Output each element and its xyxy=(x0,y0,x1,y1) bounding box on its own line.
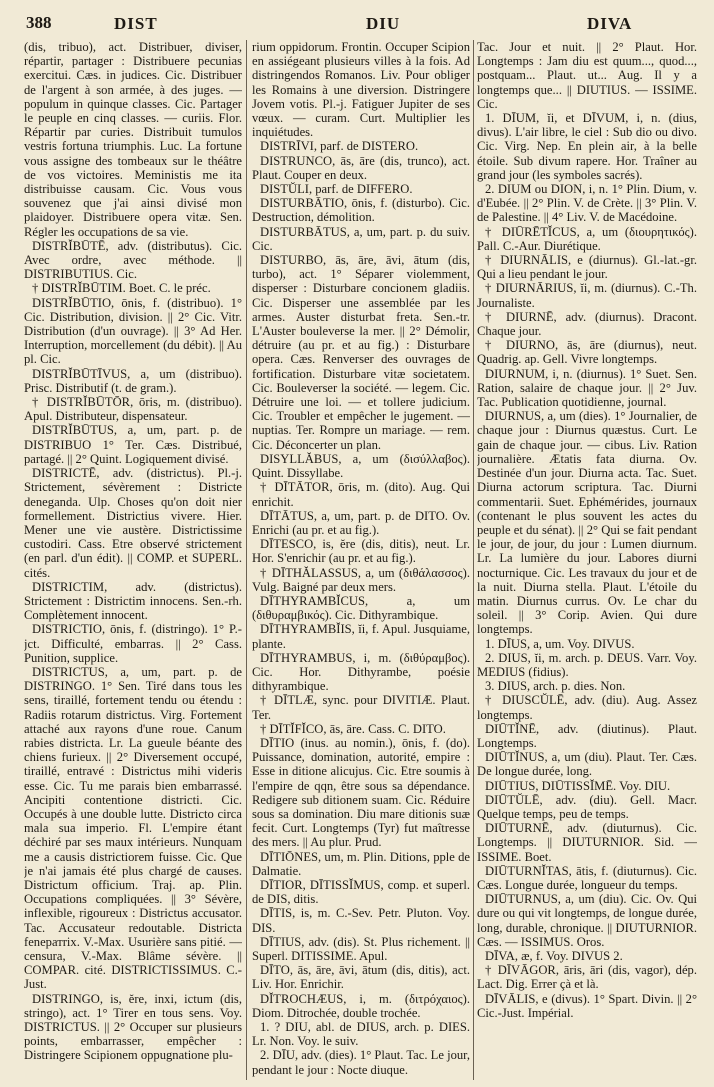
dictionary-entry: Tac. Jour et nuit. || 2° Plaut. Hor. Longtemps : Jam diu est quum..., quod..., postquam... Plaut. ut... Aug. Il y a longtemps que... || DIUTIUS. — ISSIME. Cic. xyxy=(477,40,697,111)
dictionary-entry: DISTURBĀTUS, a, um, part. p. du suiv. Cic. xyxy=(252,224,470,253)
dictionary-entry: DĪTIOR, DĪTISSĬMUS, comp. et superl. de DIS, ditis. xyxy=(252,877,470,907)
dictionary-entry: DIURNUM, i, n. (diurnus). 1° Suet. Sen. Ration, salaire de chaque jour. || 2° Juv. Tac. Publication quotidienne, journal. xyxy=(477,366,697,410)
dictionary-entry: 2. DIUM ou DION, i, n. 1° Plin. Dium, v. d'Eubée. || 2° Plin. V. de Crète. || 3° Plin. V. de Palestine. || 4° Liv. V. de Macédoine. xyxy=(477,182,697,225)
dictionary-entry: DISYLLĂBUS, a, um (δισύλλαβος). Quint. Dissyllabe. xyxy=(252,451,470,481)
dictionary-entry: † DĪTĀTOR, ōris, m. (dito). Aug. Qui enrichit. xyxy=(252,480,470,509)
dictionary-entry: † DISTRĬBŪTIM. Boet. C. le préc. xyxy=(32,281,211,296)
dictionary-entry: DĪTIS, is, m. C.-Sev. Petr. Pluton. Voy. DIS. xyxy=(252,906,470,935)
dictionary-entry: DĪTĀTUS, a, um, part. p. de DITO. Ov. Enrichi (au pr. et au fig.). xyxy=(252,508,470,537)
dictionary-entry: DIŪTURNĬTAS, ātis, f. (diuturnus). Cic. Cæs. Longue durée, longueur du temps. xyxy=(477,863,697,892)
dictionary-entry: DĪTHYRAMBĬIS, ĭi, f. Apul. Jusquiame, plante. xyxy=(252,622,470,651)
dictionary-entry: DISTRICTIM, adv. (districtus). Strictement : Districtim innocens. Sen.-rh. Complètement innocent. xyxy=(24,579,242,623)
dictionary-entry: † DĪTĬFĬCO, ās, āre. Cass. C. DITO. xyxy=(260,721,446,736)
page-header xyxy=(22,10,704,38)
dictionary-entry: DĪTIUS, adv. (dis). St. Plus richement. || Superl. DITISSIME. Apul. xyxy=(252,934,470,963)
dictionary-entry: DISTRĬBŪTIO, ōnis, f. (distribuo). 1° Cic. Distribution, division. || 2° Cic. Vitr. Distribution (d'un ouvrage). || 3° Ad Her. Interruption, morcellement (du débit). || Au pl. Cic. xyxy=(24,295,242,367)
text-column-right xyxy=(477,40,697,1080)
dictionary-entry: DIŪTĬNĒ, adv. (diutinus). Plaut. Longtemps. xyxy=(477,721,697,750)
dictionary-entry: DĪTHYRAMBĬCUS, a, um (διθυραμβικός). Cic. Dithyrambique. xyxy=(252,593,470,623)
dictionary-entry: DIURNUS, a, um (dies). 1° Journalier, de chaque jour : Diurnus quæstus. Curt. Le gain de chaque jour. — cibus. Liv. Ration journalière. Ætatis fata diurna. Ov. Destinée d'un jour. Diurna acta. Tac. Suet. Diurna actorum scriptura. Tac. Diurni commentarii. Suet. Ephémérides, journaux (contenant le plus souvent les actes du peuple et du sénat). || 2° Qui se fait pendant le jour, de jour, du jour : Lumen diurnum. Lr. La lumière du jour. Labores diurni nocturnique. Cic. Les travaux du jour et de la nuit. Diurna stella. Plaut. L'étoile du matin. Diurnus currus. Ov. Le char du soleil. || 3° Corip. Avien. Qui dure longtemps. xyxy=(477,409,697,637)
dictionary-entry: 3. DIUS, arch. p. dies. Non. xyxy=(485,679,626,694)
dictionary-entry: DISTRĬBŪTĒ, adv. (distributus). Cic. Avec ordre, avec méthode. || DISTRIBUTIUS. Cic. xyxy=(24,238,242,282)
dictionary-entry: DĪTESCO, is, ĕre (dis, ditis), neut. Lr. Hor. S'enrichir (au pr. et au fig.). xyxy=(252,537,470,566)
dictionary-entry: † DĪVĀGOR, āris, āri (dis, vagor), dép. Lact. Dig. Errer çà et là. xyxy=(477,963,697,992)
dictionary-entry: † DĪTHĂLASSUS, a, um (διθάλασσος). Vulg. Baigné par deux mers. xyxy=(252,565,470,594)
dictionary-entry: † DIUSCŬLĒ, adv. (diu). Aug. Assez longtemps. xyxy=(477,693,697,722)
dictionary-entry: † DĪTLÆ, sync. pour DIVITIÆ. Plaut. Ter. xyxy=(252,693,470,722)
dictionary-entry: DIŪTŬLĒ, adv. (diu). Gell. Macr. Quelque temps, peu de temps. xyxy=(477,792,697,821)
dictionary-entry: DĪTO, ās, āre, āvi, ātum (dis, ditis), act. Liv. Hor. Enrichir. xyxy=(252,963,470,992)
dictionary-entry: DĪTHYRAMBUS, i, m. (διθύραμβος). Cic. Hor. Dithyrambe, poésie dithyrambique. xyxy=(252,650,470,694)
dictionary-entry: † DIURNO, ās, āre (diurnus), neut. Quadrig. ap. Gell. Vivre longtemps. xyxy=(477,338,697,367)
dictionary-entry: † DIŪRĒTĬCUS, a, um (διουρητικός). Pall. C.-Aur. Diurétique. xyxy=(477,224,697,253)
dictionary-entry: 2. DĪU, adv. (dies). 1° Plaut. Tac. Le jour, pendant le jour : Nocte diuque. xyxy=(252,1048,470,1077)
column-divider xyxy=(473,40,474,1080)
dictionary-entry: DĪVĀLIS, e (divus). 1° Spart. Divin. || 2° Cic.-Just. Impérial. xyxy=(477,991,697,1020)
dictionary-entry: DIŪTIUS, DIŪTISSĬMĒ. Voy. DIU. xyxy=(485,778,671,793)
dictionary-entry: DĪTIŌNES, um, m. Plin. Ditions, pple de Dalmatie. xyxy=(252,849,470,878)
dictionary-entry: 2. DIUS, ĭi, m. arch. p. DEUS. Varr. Voy. MEDIUS (fidius). xyxy=(477,650,697,679)
text-column-middle xyxy=(252,40,470,1080)
dictionary-entry: † DIURNĒ, adv. (diurnus). Dracont. Chaque jour. xyxy=(477,309,697,339)
left-running-head: DIST xyxy=(114,14,158,33)
dictionary-entry: DIŪTĬNUS, a, um (diu). Plaut. Ter. Cæs. De longue durée, long. xyxy=(477,750,697,779)
dictionary-entry: (dis, tribuo), act. Distribuer, diviser, répartir, partager : Distribuere pecunias exercitui. Cæs. in judices. Cic. Distribuer de l'argent à son armée, à des juges. — populum in quinque classes. Cic. Partager le peuple en cinq classes. — curiis. Flor. Répartir par curies. Distribuit tumulos vestris fortuna triumphis. Luc. La fortune vous assigne des tombeaux sur le théâtre de vos victoires. Meministis me ita distribuisse causam. Cic. Vous vous souvenez que j'ai ainsi divisé mon plaidoyer. Distribuere opera vitæ. Sen. Régler les occupations de sa vie. xyxy=(24,40,242,239)
dictionary-entry: † DISTRĬBŪTŌR, ōris, m. (distribuo). Apul. Distributeur, dispensateur. xyxy=(24,395,242,424)
dictionary-entry: rium oppidorum. Frontin. Occuper Scipion en assiégeant plusieurs villes à la fois. Ad distringendos Romanos. Liv. Pour obliger les Romains à une diversion. Distringere Jovem votis. Pl.-j. Fatiguer Jupiter de ses vœux. — curam. Curt. Multiplier les inquiétudes. xyxy=(252,40,470,140)
dictionary-entry: DISTRĬBŪTUS, a, um, part. p. de DISTRIBUO 1° Ter. Cæs. Distribué, partagé. || 2° Quint. Logiquement divisé. xyxy=(24,423,242,466)
dictionary-entry: DISTRINGO, is, ĕre, inxi, ictum (dis, stringo), act. 1° Tirer en tous sens. Voy. DISTRICTUS. || 2° Occuper sur plusieurs points, embarrasser, empêcher : Distringere Scipionem oppugnatione plu- xyxy=(24,991,242,1063)
dictionary-entry: † DIURNĀRIUS, ĭi, m. (diurnus). C.-Th. Journaliste. xyxy=(477,281,697,310)
dictionary-entry: DISTRICTIO, ōnis, f. (distringo). 1° P.-jct. Difficulté, embarras. || 2° Cass. Punition, supplice. xyxy=(24,622,242,665)
dictionary-entry: DISTURBĀTIO, ōnis, f. (disturbo). Cic. Destruction, démolition. xyxy=(252,196,470,225)
dictionary-entry: DISTRICTUS, a, um, part. p. de DISTRINGO. 1° Sen. Tiré dans tous les sens, tiraillé, fortement tendu ou étendu : Radiis rotarum districtus. Virg. Fortement attaché aux rayons d'une roue. Canum rabies districta. Lr. La gueule béante des chiens furieux. || 2° Diversement occupé, tiraillé, entravé : Districtus mihi videris esse. Cic. Tu me parais bien embarrassé. Ancipiti contentione districti. Cic. Occupés à une double lutte. Districto circa mala sua imperio. Fl. L'empire étant déchiré par ses maux intérieurs. Nunquam me a causis districtiorem fuisse. Cic. Que je n'ai jamais été plus chargé de causes. Districtum officium. Traj. ap. Plin. Occupations compliquées. || 3° Sévère, inflexible, rigoureux : Districtus accusator. Tac. Accusateur redoutable. Districta fenератrix. V.-Max. Usurière sans pitié. — censura, V.-Max. Blâme sévère. || COMPAR. cité. DISTRICTISSIMUS. C.-Just. xyxy=(24,664,242,992)
dictionary-entry: 1. DĪUM, ĭi, et DĪVUM, i, n. (dius, divus). L'air libre, le ciel : Sub dio ou divo. Cic. Virg. Nep. En plein air, à la belle étoile. Sub divum rapere. Hor. Traîner au grand jour (les symboles sacrés). xyxy=(477,111,697,182)
dictionary-entry: DISTRICTĒ, adv. (districtus). Pl.-j. Strictement, sévèrement : Districte deneganda. Ulp. Choses qu'on doit nier formellement. Districtius vivere. Hier. Mener une vie austère. Districtissime custodiri. Cass. Etre observé strictement (en parl. d'un édit). || COMP. et SUPERL. cités. xyxy=(24,466,242,580)
dictionary-entry: DĬTROCHÆUS, i, m. (διτρόχαιος). Diom. Ditrochée, double trochée. xyxy=(252,991,470,1020)
column-divider xyxy=(246,40,247,1080)
dictionary-entry: DĪVA, æ, f. Voy. DIVUS 2. xyxy=(485,949,623,963)
dictionary-entry: DIŪTURNĒ, adv. (diuturnus). Cic. Longtemps. || DIUTURNIOR. Sid. — ISSIME. Boet. xyxy=(477,821,697,864)
text-column-left xyxy=(24,40,242,1080)
dictionary-entry: DISTŬLI, parf. de DIFFERO. xyxy=(260,182,413,197)
dictionary-entry: DISTRĬBŪTĪVUS, a, um (distribuo). Prisc. Distributif (t. de gram.). xyxy=(24,366,242,395)
center-running-head: DIU xyxy=(366,14,401,33)
dictionary-entry: DIŪTURNUS, a, um (diu). Cic. Ov. Qui dure ou qui vit longtemps, de longue durée, long, durable, chronique. || DIUTURNIOR. Cæs. — ISSIMUS. Oros. xyxy=(477,892,697,949)
dictionary-entry: 1. ? DIU, abl. de DIUS, arch. p. DIES. Lr. Non. Voy. le suiv. xyxy=(252,1020,470,1049)
dictionary-entry: DISTURBO, ās, āre, āvi, ātum (dis, turbo), act. 1° Séparer violemment, disperser : Disturbare concionem gladiis. Cic. Disperser une assemblée par les armes. Auster disturbat freta. Sen.-tr. L'Auster bouleverse la mer. || 2° Démolir, détruire (au pr. et au fig.) : Disturbare opera. Cæs. Renverser des ouvrages de fortification. Disturbare vitæ societatem. Cic. Bouleverser la société. — legem. Cic. Détruire une loi. — et tollere judicium. Cic. Troubler et empêcher le jugement. — nuptias. Ter. Rompre un mariage. — rem. Cic. Déconcerter un plan. xyxy=(252,253,470,452)
page-number: 388 xyxy=(26,13,52,32)
dictionary-entry: DISTRUNCO, ās, āre (dis, trunco), act. Plaut. Couper en deux. xyxy=(252,153,470,182)
dictionary-entry: † DIURNĀLIS, e (diurnus). Gl.-lat.-gr. Qui a lieu pendant le jour. xyxy=(477,253,697,282)
right-running-head: DIVA xyxy=(587,14,633,33)
dictionary-entry: DISTRĪVI, parf. de DISTERO. xyxy=(260,139,419,154)
dictionary-entry: DĪTIO (inus. au nomin.), ōnis, f. (do). Puissance, domination, autorité, empire : Esse in ditione alicujus. Cic. Etre soumis à l'empire de qqn, être sous sa dépendance. Redigere sub ditionem suam. Cic. Réduire sous sa domination. Diu mare ditionis suæ fecit. Curt. Longtemps (Tyr) fut maîtresse des mers. || Au plur. Prud. xyxy=(252,735,470,850)
dictionary-entry: 1. DĪUS, a, um. Voy. DIVUS. xyxy=(485,636,635,651)
